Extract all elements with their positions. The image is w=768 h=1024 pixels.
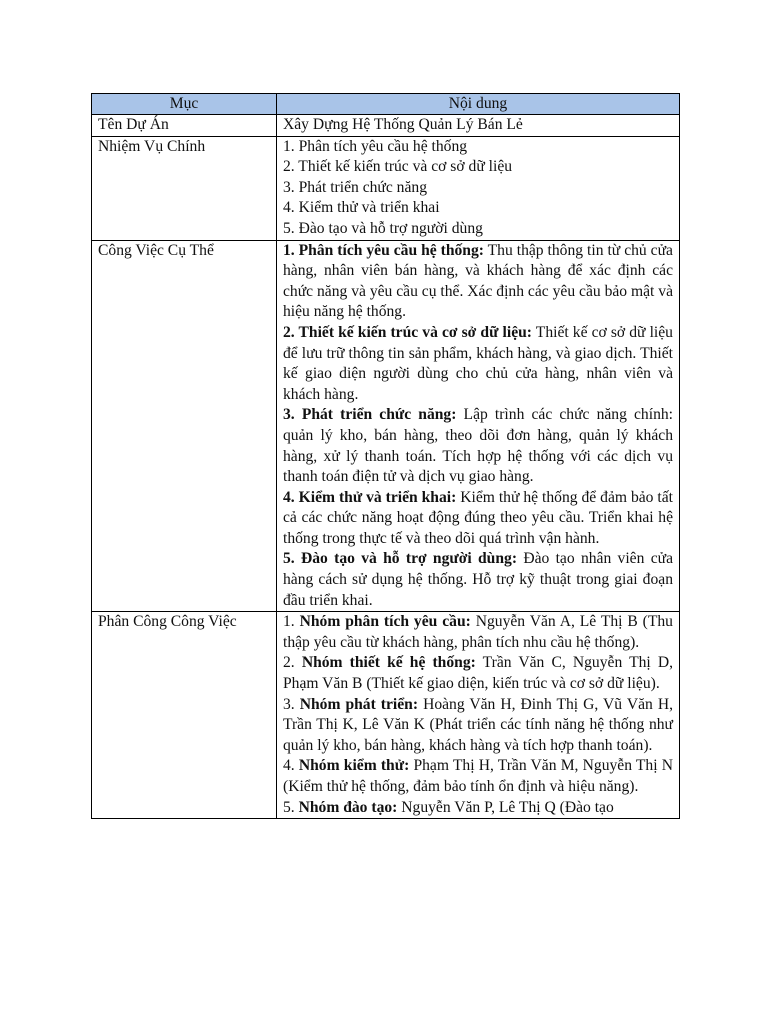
work-title: 5. Đào tạo và hỗ trợ người dùng: [283, 550, 518, 568]
work-paragraph [283, 405, 673, 487]
assignment-paragraph [283, 695, 673, 757]
row-label: Tên Dự Án [92, 115, 277, 137]
work-text: Đào tạo nhân viên cửa hàng cách sử dụng hệ thống. Hỗ trợ kỹ thuật trong giai đoạn đầu triển khai. [283, 550, 673, 609]
assignment-title: Nhóm đào tạo: [298, 798, 398, 816]
assignment-number: 2. [283, 654, 302, 672]
assignment-title: Nhóm kiểm thử: [298, 757, 410, 775]
table-header-row [92, 94, 680, 115]
assignment-paragraph [283, 756, 673, 797]
assignment-number: 4. [283, 757, 299, 775]
assignment-number: 1. [283, 613, 300, 631]
list-item: 3. Phát triển chức năng [283, 178, 427, 196]
header-col-content: Nội dung [277, 94, 680, 115]
work-title: 2. Thiết kế kiến trúc và cơ sở dữ liệu: [283, 323, 532, 341]
assignment-text: Trần Văn C, Nguyễn Thị D, Phạm Văn B (Thiết kế giao diện, kiến trúc và cơ sở dữ liệu). [283, 654, 673, 693]
work-paragraph [283, 549, 673, 611]
assignment-text: Nguyễn Văn A, Lê Thị B (Thu thập yêu cầu từ khách hàng, phân tích nhu cầu hệ thống). [283, 613, 673, 651]
work-text: Kiểm thử hệ thống để đảm bảo tất cả các chức năng hoạt động đúng theo yêu cầu. Triển khai hệ thống trong thực tế và theo dõi quá trình vận hành. [283, 488, 673, 547]
specific-work-content [277, 240, 680, 612]
assignment-text: Nguyễn Văn P, Lê Thị Q (Đào tạo [397, 798, 614, 816]
list-item: 5. Đào tạo và hỗ trợ người dùng [283, 219, 483, 237]
assignment-paragraph [283, 653, 673, 694]
assignment-content [277, 612, 680, 819]
work-text: Lập trình các chức năng chính: quản lý kho, bán hàng, theo dõi đơn hàng, quản lý khách hàng, xử lý thanh toán. Tích hợp hệ thống với các dịch vụ thanh toán điện tử và dịch vụ giao hàng. [283, 406, 673, 486]
assignment-number: 3. [283, 695, 300, 713]
assignment-paragraph [283, 798, 673, 819]
work-title: 4. Kiểm thử và triển khai: [283, 488, 457, 506]
project-name-value: Xây Dựng Hệ Thống Quản Lý Bán Lẻ [277, 115, 680, 137]
table-row-main-tasks [92, 136, 680, 240]
list-item: 1. Phân tích yêu cầu hệ thống [283, 137, 468, 155]
work-text: Thu thập thông tin từ chủ cửa hàng, nhân viên bán hàng, và khách hàng để xác định các chức năng và yêu cầu cụ thể. Xác định các yêu cầu bảo mật và hiệu năng hệ thống. [283, 241, 673, 321]
assignment-paragraph [283, 612, 673, 653]
assignment-title: Nhóm thiết kế hệ thống: [301, 654, 476, 672]
assignment-title: Nhóm phân tích yêu cầu: [299, 613, 471, 631]
row-label: Nhiệm Vụ Chính [92, 136, 277, 240]
list-item: 4. Kiểm thử và triển khai [283, 199, 440, 217]
table-row-assignment [92, 612, 680, 819]
work-title: 1. Phân tích yêu cầu hệ thống: [283, 241, 484, 259]
table-row-specific-work [92, 240, 680, 612]
row-label: Phân Công Công Việc [92, 612, 277, 819]
work-title: 3. Phát triển chức năng: [283, 406, 457, 424]
assignment-text: Phạm Thị H, Trần Văn M, Nguyễn Thị N (Kiểm thử hệ thống, đảm bảo tính ổn định và hiệu năng). [283, 757, 673, 795]
work-paragraph [283, 488, 673, 550]
assignment-number: 5. [283, 798, 299, 816]
row-label: Công Việc Cụ Thể [92, 240, 277, 612]
list-item: 2. Thiết kế kiến trúc và cơ sở dữ liệu [283, 158, 513, 176]
header-col-item: Mục [92, 94, 277, 115]
main-tasks-list [277, 136, 680, 240]
work-paragraph [283, 323, 673, 405]
work-paragraph [283, 241, 673, 323]
table-row-project-name [92, 115, 680, 137]
assignment-text: Hoàng Văn H, Đinh Thị G, Vũ Văn H, Trần Thị K, Lê Văn K (Phát triển các tính năng hệ thống như quản lý kho, bán hàng, khách hàng và tích hợp thanh toán). [283, 695, 673, 754]
assignment-title: Nhóm phát triển: [299, 695, 419, 713]
work-text: Thiết kế cơ sở dữ liệu để lưu trữ thông tin sản phẩm, khách hàng, và giao dịch. Thiết kế giao diện người dùng cho chủ cửa hàng, nhân viên và khách hàng. [283, 323, 673, 403]
document-page [91, 93, 679, 819]
project-table [91, 93, 680, 819]
